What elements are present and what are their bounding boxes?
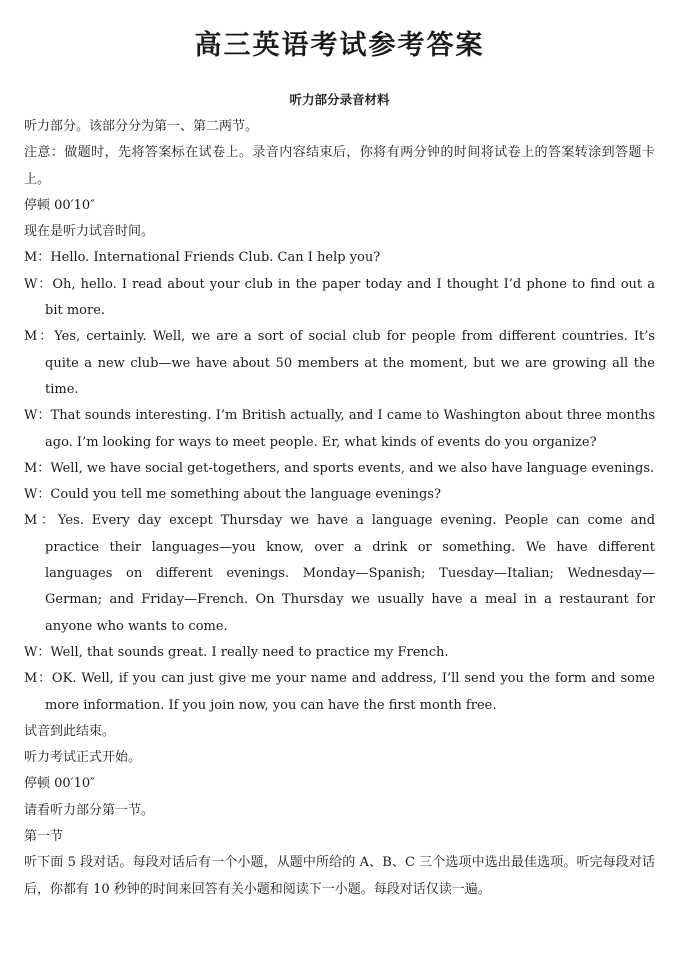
exam-start-line: 听力考试正式开始。 <box>24 750 142 766</box>
section-instructions-paragraph: 听下面 5 段对话。每段对话后有一个小题，从题中所给的 A、B、C 三个选项中选出最佳选项。听完每段对话后，你都有 10 秒钟的时间来回答有关小题和阅读下一小题。每段对话仅读一遍。 <box>24 855 655 897</box>
dialogue-turn <box>24 245 655 271</box>
dialogue-turn <box>24 482 655 508</box>
speaker-label: W： <box>24 487 51 503</box>
speaker-label: M： <box>24 329 55 345</box>
section-instruction-line: 请看听力部分第一节。 <box>24 802 155 818</box>
intro-line: 听力部分。该部分分为第一、第二两节。 <box>24 119 259 134</box>
dialogue-text: That sounds interesting. I’m British actually, and I came to Washington about three months ago. I’m looking for ways to meet people. Er, what kinds of events do you organize? <box>45 408 655 450</box>
trial-end-line: 试音到此结束。 <box>24 723 116 739</box>
dialogue-turn <box>24 272 655 325</box>
pause-line: 停顿 00′10″ <box>24 197 96 213</box>
dialogue-turn <box>24 640 655 666</box>
speaker-label: M： <box>24 460 51 476</box>
trial-line: 现在是听力试音时间。 <box>24 224 155 240</box>
dialogue-text: Yes, certainly. Well, we are a sort of social club for people from different countries. It’s quite a new club—we have about 50 members at the moment, but we are growing all the time. <box>45 329 655 397</box>
pause-line: 停顿 00′10″ <box>24 776 96 792</box>
speaker-label: M： <box>24 250 51 266</box>
dialogue-turn <box>24 324 655 403</box>
document-title: 高三英语考试参考答案 <box>194 30 485 61</box>
dialogue-turn <box>24 456 655 482</box>
dialogue-text: Well, we have social get-togethers, and sports events, and we also have language evenings. <box>50 460 655 476</box>
dialogue-text: Oh, hello. I read about your club in the paper today and I thought I’d phone to find out a bit more. <box>45 276 655 319</box>
dialogue-turn <box>24 403 655 456</box>
document-body <box>24 114 655 903</box>
dialogue-text: Could you tell me something about the language evenings? <box>50 487 441 503</box>
dialogue-turn <box>24 508 655 639</box>
dialogue-text: Yes. Every day except Thursday we have a language evening. People can come and practice their languages—you know, over a drink or something. We have different languages on different evenings. Monday—Spanish; Tuesday—Italian; Wednesday—German; and Friday—French. On Thursday we usually have a meal in a restaurant for anyone who wants to come. <box>45 513 656 634</box>
speaker-label: W： <box>24 644 51 660</box>
section-heading: 第一节 <box>24 829 64 845</box>
dialogue-text: Hello. International Friends Club. Can I help you? <box>50 250 381 266</box>
dialogue-text: OK. Well, if you can just give me your name and address, I’ll send you the form and some more information. If you join now, you can have the first month free. <box>45 671 656 713</box>
speaker-label: W： <box>24 276 53 292</box>
speaker-label: M： <box>24 513 58 529</box>
dialogue-turn <box>24 666 655 719</box>
section-subtitle: 听力部分录音材料 <box>289 92 390 107</box>
speaker-label: M： <box>24 671 52 687</box>
notice-paragraph: 注意：做题时，先将答案标在试卷上。录音内容结束后，你将有两分钟的时间将试卷上的答案转涂到答题卡上。 <box>24 145 655 187</box>
dialogue-text: Well, that sounds great. I really need to practice my French. <box>50 644 449 660</box>
speaker-label: W： <box>24 408 51 424</box>
